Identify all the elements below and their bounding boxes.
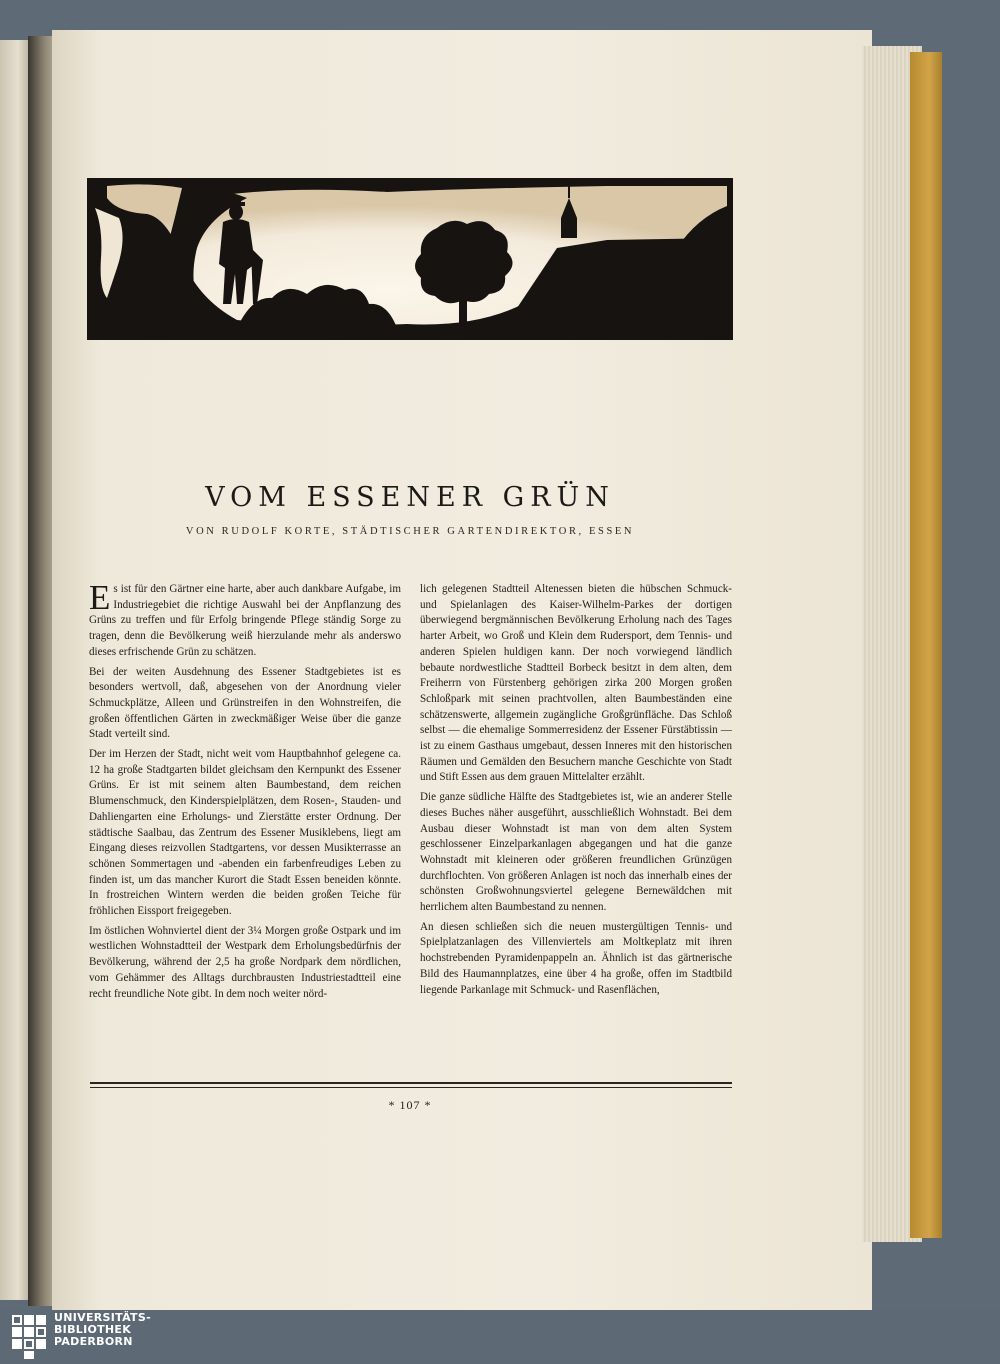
text-column-left [89, 578, 401, 1006]
paragraph: Die ganze südliche Hälfte des Stadtgebietes ist, wie an anderer Stelle dieses Buches näher ausgeführt, ausschließlich Wohnstadt. Bei dem Ausbau dieser Wohnstadt ist man von dem alten System geschlossener Einzelparkanlagen abgegangen und hat die ganze Wohnstadt mit kleineren oder größeren freundlichen Grünzügen durchflochten. Von größeren Anlagen ist noch das innerhalb eines der schönsten Großwohnungsviertel gelegene Bernewäldchen mit herrlichem alten Baumbestand zu nennen. [420, 791, 732, 914]
paragraph: Bei der weiten Ausdehnung des Essener Stadtgebietes ist es besonders wertvoll, daß, abgesehen von der Anordnung vieler Schmuckplätze, Alleen und Grünstreifen in den Wohnstreifen, die großen öffentlichen Gärten in zweckmäßiger Weise über die ganze Stadt verteilt sind. [89, 665, 401, 741]
paragraph: Im östlichen Wohnviertel dient der 3¼ Morgen große Ostpark und im westlichen Wohnstadtteil der Westpark dem Erholungsbedürfnis der Bevölkerung, während der 2,5 ha große Nordpark dem nördlichen, vom Gehämmer des Alltags durchbrausten Industriestadtteil eine recht freundliche Note gibt. In dem noch weiter nörd- [89, 924, 401, 1000]
facing-page-edge [0, 40, 30, 1300]
paragraph: Es ist für den Gärtner eine harte, aber auch dankbare Aufgabe, im Industriegebiet die richtige Auswahl bei der Anpflanzung des Grüns zu treffen und für Erfolg bringende Pflege ständig Sorge zu tragen, denn die Bevölkerung weiß hierzulande mehr als anderswo dieses erfrischende Grün zu schätzen. [89, 578, 401, 658]
text-column-right [420, 582, 732, 1002]
article-title: VOM ESSENER GRÜN [205, 482, 615, 513]
library-name-line: PADERBORN [54, 1335, 133, 1348]
page-number: * 107 * [388, 1098, 432, 1112]
book-cover-edge [910, 52, 942, 1238]
library-name [54, 1312, 254, 1348]
footer-rule-thick [90, 1082, 732, 1084]
paragraph: Der im Herzen der Stadt, nicht weit vom Hauptbahnhof gelegene ca. 12 ha große Stadtgarten bildet gleichsam den Kernpunkt des Essener Grüns. Er ist mit seinem alten Baumbestand, dem reichen Blumenschmuck, den Kinderspielplätzen, dem Rosen-, Stauden- und Dahliengarten eine Erholungs- und Zierstätte erster Ordnung. Der städtische Saalbau, das Zentrum des Essener Musiklebens, liegt am Eingang dieses reizvollen Stadtgartens, vor dessen Musikterrasse an schönen Sommertagen und -abenden ein farbenfreudiges Leben zu finden ist, um das mancher Kurort die Stadt Essen beneiden könnte. In frostreichen Wintern werden die beiden großen Teiche für fröhlichen Eissport freigegeben. [89, 748, 401, 918]
paragraph: lich gelegenen Stadtteil Altenessen bieten die hübschen Schmuck- und Spielanlagen des Kaiser-Wilhelm-Parkes der dortigen überwiegend bergmännischen Bevölkerung Erholung nach des Tages harter Arbeit, wo Groß und Klein dem Rudersport, dem Tennis- und anderen Spielen huldigen kann. Der noch vorwiegend ländlich bebaute nordwestliche Stadtteil Borbeck besitzt in dem alten, dem Freiherrn von Fürstenberg gehörigen zirka 200 Morgen großen Schloßpark mit seinen prachtvollen, alten Baumbeständen eine schätzenswerte, allgemein zugängliche Großgrünfläche. Das Schloß selbst — die ehemalige Sommerresidenz der Essener Fürstäbtissin — ist zu einem Gasthaus umgebaut, dessen Inneres mit den historischen Räumen und Gemälden den Besuchern manche Geschichte von Stadt und Stift Essen aus dem grauen Mittelalter erzählt. [420, 583, 732, 784]
silhouette-illustration [87, 178, 733, 340]
drop-cap: E [89, 578, 111, 617]
footer-rule-thin [90, 1087, 732, 1088]
library-logo-icon [10, 1313, 50, 1359]
library-name-line: UNIVERSITÄTS- [54, 1311, 151, 1324]
article-byline: VON RUDOLF KORTE, STÄDTISCHER GARTENDIREKTOR, ESSEN [185, 526, 635, 537]
library-name-line: BIBLIOTHEK [54, 1323, 132, 1336]
paragraph: An diesen schließen sich die neuen mustergültigen Tennis- und Spielplatzanlagen des Villenviertels am Moltkeplatz mit ihren hochstrebenden Pyramidenpappeln an. Ähnlich ist das gärtnerische Bild des Haumannplatzes, eine über 4 ha große, offen im Stadtbild liegende Parkanlage mit Schmuck- und Rasenflächen, [420, 920, 732, 996]
